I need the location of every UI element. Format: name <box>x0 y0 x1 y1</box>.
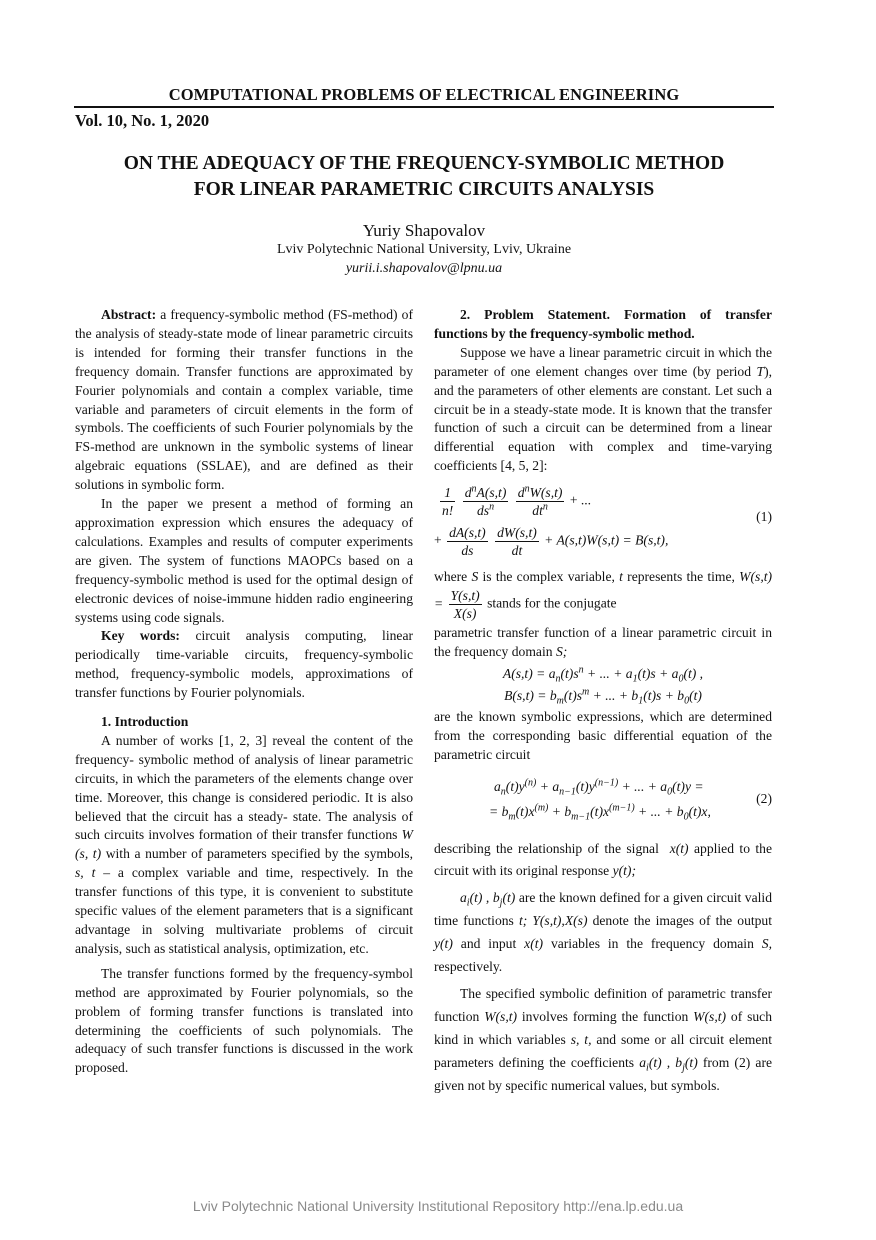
problem-p5-text-c: and input <box>460 936 517 952</box>
period-symbol: T <box>756 363 765 379</box>
problem-paragraph-5 <box>434 886 772 978</box>
w-definition: W(s,t) = $\frac{Y(s,t)}{X(s)}$ <box>434 569 773 622</box>
abstract-text: a frequency-symbolic method (FS-method) of the analysis of steady-state mode of linear parametric circuits is intended for forming their transfer functions in the frequency domain. Transfer functions are approximated by Fourier polynomials and contain a complex variable, time variable and parameters of circuit elements in the form of symbols. The coefficients of such Fourier polynomials by the FS-method are unknown in the symbolic systems of linear algebraic equations (SSLAE), and are defined as their solutions in symbolic form. <box>75 307 413 493</box>
where-t: t <box>619 569 623 585</box>
equation-1-line-1: $\frac{1}{n!}$ $\frac{d^nA(s,t)}{ds^n}$ $\frac{d^nW(s,t)}{dt^n}$ + ... <box>442 483 592 519</box>
where-s: S <box>471 569 479 585</box>
title-line-1: ON THE ADEQUACY OF THE FREQUENCY-SYMBOLIC METHOD <box>123 153 725 174</box>
author-name: Yuriy Shapovalov <box>362 221 486 240</box>
author-email[interactable]: yurii.i.shapovalov@lpnu.ua <box>345 261 503 276</box>
a-polynomial: $A(s,t) = a_n(t)s^n$ + ... + $a_1(t)s + a_0(t)$ , <box>502 664 704 685</box>
abstract-label: Abstract: <box>101 307 157 322</box>
intro-text-a: A number of works [1, 2, 3] reveal the content of the frequency- symbolic method of analysis of linear parametric circuits, in which the parameters of the elements change over time. Moreover, this change is considered periodic. It is also believed that the circuit has a steady- state. The analysis of such circuits involves formation of their transfer functions <box>75 732 413 843</box>
b-polynomial: $B(s,t) = b_m(t)s^m$ + ... + $b_1(t)s + b_0(t)$ <box>504 686 702 707</box>
author-affiliation: Lviv Polytechnic National University, Lviv, Ukraine <box>276 242 572 257</box>
w-function-2: W(s,t) <box>693 1009 727 1025</box>
problem-paragraph-4 <box>434 838 772 882</box>
intro-heading: 1. Introduction <box>101 714 189 730</box>
volume-info: Vol. 10, No. 1, 2020 <box>75 111 210 130</box>
problem-p6-text-b: involves forming the function <box>521 1009 689 1025</box>
problem-p2-text: parametric transfer function of a linear parametric circuit in the frequency domain <box>434 625 772 659</box>
problem-p6-text-d: and some or all circuit element parameters defining the coefficients <box>434 1032 772 1071</box>
right-column <box>434 306 772 1097</box>
problem-text-a: Suppose we have a linear parametric circuit in which the parameter of one element changes over time (by period <box>434 344 772 379</box>
problem-text-b: ), and the parameters of other elements are constant. Let such a circuit be in a steady-state mode. It is known that the transfer function of such a circuit can be determined from a linear differential equation with complex and time-varying coefficients [4, 5, 2]: <box>434 363 772 474</box>
problem-paragraph-1 <box>434 344 772 476</box>
where-text-c: represents the time, <box>627 569 735 585</box>
problem-p5-text-b: denote the images of the output <box>592 913 773 929</box>
where-text-a: where <box>434 569 468 585</box>
problem-paragraph-3: are the known symbolic expressions, which are determined from the corresponding basic differential equation of the parametric circuit <box>434 708 772 762</box>
intro-wst: W (s, t) <box>75 827 413 862</box>
problem-p5-s: S, <box>761 936 772 952</box>
abstract-paragraph <box>75 306 413 495</box>
equation-2 <box>434 778 772 830</box>
intro-st: s, t <box>75 865 96 881</box>
w-function-1: W(s,t) <box>484 1009 518 1025</box>
equation-1 <box>434 484 772 562</box>
keywords-paragraph <box>75 627 413 703</box>
problem-p6-text-e: from (2) are given not by specific numerical values, but symbols. <box>434 1055 773 1094</box>
repository-footer: Lviv Polytechnic National University Institutional Repository http://ena.lp.edu.ua <box>192 1198 684 1214</box>
header-rule <box>74 106 774 108</box>
problem-p4-text-b: applied to the circuit with its original response <box>434 841 773 879</box>
problem-p5-x: x(t) <box>524 936 544 952</box>
equation-2-number: (2) <box>756 791 772 807</box>
problem-p6-text-a: The specified symbolic definition of parametric transfer function <box>434 986 772 1025</box>
problem-p6-text-c: of such kind in which variables <box>434 1009 773 1048</box>
equation-2-line-2: = $b_m(t)x^{(m)} + b_{m-1}(t)x^{(m-1)}$ + ... + $b_0(t)x$, <box>489 802 711 824</box>
problem-p4-text-a: describing the relationship of the signal <box>434 841 659 857</box>
problem-p5-text-a: are the known defined for a given circuit valid time functions <box>434 890 772 929</box>
problem-p5-text-d: variables in the frequency domain <box>550 936 754 952</box>
coeff-ab-2: $a_i(t)$ , $b_j(t)$ <box>639 1055 698 1075</box>
journal-title: COMPUTATIONAL PROBLEMS OF ELECTRICAL ENGINEERING <box>168 85 680 104</box>
signal-x: x(t) <box>664 841 689 857</box>
problem-paragraph-6 <box>434 982 772 1097</box>
equation-1-line-2: + $\frac{dA(s,t)}{ds}$ $\frac{dW(s,t)}{dt}$ + A(s,t)W(s,t) = B(s,t), <box>434 525 669 559</box>
abstract-paragraph-2: In the paper we present a method of forming an approximation expression which ensures the adequacy of calculations. Examples and results of computer experiments are given. The system of functions MAOPCs based on a frequency-symbolic method is used for the optimal design of electronic devices of noise-immune hidden radio engineering systems using code signals. <box>75 496 413 625</box>
problem-p5-yx: Y(s,t),X(s) <box>532 913 588 929</box>
equation-1-number: (1) <box>756 509 772 525</box>
coeff-ab: $a_i(t)$ , $b_j(t)$ <box>460 890 516 910</box>
response-y: y(t); <box>612 863 636 879</box>
title-line-2: FOR LINEAR PARAMETRIC CIRCUITS ANALYSIS <box>193 179 655 200</box>
keywords-label: Key words: <box>101 628 180 644</box>
intro-text-c: – a complex variable and time, respectively. In the transfer functions of this type, it is convenient to substitute specific values of the element parameters that is a significant advantage in solving multivariate problems of circuit analysis, such as statistical analysis, optimization, etc. <box>75 865 414 956</box>
problem-heading: 2. Problem Statement. Formation of transfer functions by the frequency-symbolic method. <box>434 307 772 341</box>
keywords-text: circuit analysis computing, linear periodically time-variable circuits, frequency-symbolic method, frequency-symbolic models, approximations of transfer functions by Fourier polynomials. <box>75 628 414 701</box>
problem-p6-st: s, t, <box>570 1032 592 1048</box>
paper-title <box>74 151 774 203</box>
where-text-b: is the complex variable, <box>482 569 615 585</box>
where-paragraph <box>434 568 772 622</box>
where-text-d: stands for the conjugate <box>487 595 617 611</box>
intro-paragraph-2: The transfer functions formed by the frequency-symbol method are approximated by Fourier polynomials, so the problem of forming transfer functions is translated into determining the coefficients of such polynomials. The adequacy of such transfer functions is discussed in the work proposed. <box>75 965 413 1076</box>
left-column <box>75 306 413 1078</box>
problem-p5-y: y(t) <box>434 936 453 952</box>
problem-paragraph-2 <box>434 624 772 662</box>
equation-2-line-1: $a_n(t)y^{(n)} + a_{n-1}(t)y^{(n-1)}$ + ... + $a_0(t)y$ = <box>494 777 704 799</box>
intro-paragraph-1 <box>75 732 413 959</box>
problem-p5-text-e: respectively. <box>434 959 503 975</box>
problem-p5-t: t; <box>518 913 528 929</box>
intro-text-b: with a number of parameters specified by the symbols, <box>105 846 414 862</box>
problem-p2-s: S; <box>555 643 568 659</box>
